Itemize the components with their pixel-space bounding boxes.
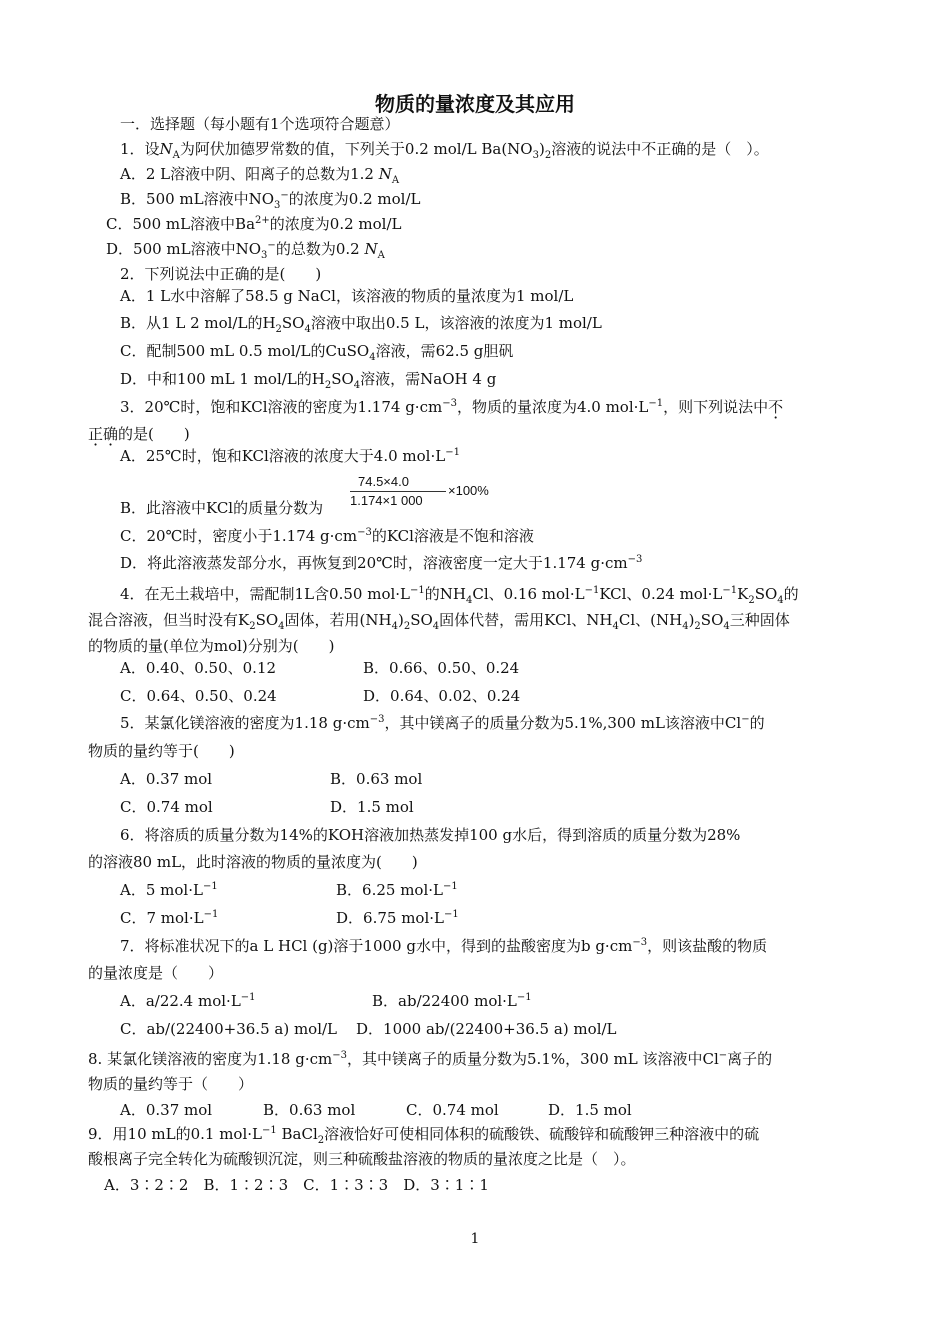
q3-stem-line2: 正确的是( ) [88, 425, 190, 443]
q8-option-c: C．0.74 mol [406, 1101, 499, 1119]
q3-option-a: A．25℃时，饱和KCl溶液的浓度大于4.0 $mol\cdot L^{-1}$ [120, 447, 460, 465]
q2-option-d: D．中和100 mL 1 mol/L的$H_2SO_4$溶液，需NaOH 4 g [120, 370, 497, 391]
q5-option-c: C．0.74 mol [120, 798, 213, 816]
q5-option-b: B．0.63 mol [330, 770, 423, 788]
q2-stem: 2．下列说法中正确的是( ) [120, 265, 322, 283]
q8-option-a: A．0.37 mol [120, 1101, 213, 1119]
q1-option-b: B．500 mL溶液中$NO_3^-$的浓度为0.2 mol/L [120, 190, 421, 211]
q6-option-c: C．7 $mol\cdot L^{-1}$ [120, 909, 219, 927]
q4-option-c: C．0.64、0.50、0.24 [120, 687, 277, 705]
q7-option-a: A．a/22.4 $mol\cdot L^{-1}$ [120, 992, 256, 1010]
q1-stem: 1．设$N_A$为阿伏加德罗常数的值，下列关于0.2 mol/L $Ba(NO_3)_2$溶液的说法中不正确的是（ ）。 [120, 140, 769, 161]
q4-option-a: A．0.40、0.50、0.12 [120, 659, 277, 677]
q4-stem-line2: 混合溶液，但当时没有$K_2SO_4$固体，若用$(NH_4)_2SO_4$固体代替，需用KCl、$NH_4Cl$、$(NH_4)_2SO_4$三种固体 [88, 611, 790, 632]
q7-stem-line2: 的量浓度是（ ） [88, 964, 224, 982]
q2-option-b: B．从1 L 2 mol/L的$H_2SO_4$溶液中取出0.5 L，该溶液的浓度为1 mol/L [120, 314, 602, 335]
q5-stem-line1: 5．某氯化镁溶液的密度为1.18 $g\cdot cm^{-3}$，其中镁离子的质量分数为5.1%,300 mL该溶液中Cl−的 [120, 714, 765, 732]
q4-stem-line3: 的物质的量(单位为mol)分别为( ) [88, 637, 335, 655]
q3-option-b-fraction [350, 474, 490, 514]
q6-stem-line1: 6．将溶质的质量分数为14%的KOH溶液加热蒸发掉100 g水后，得到溶质的质量分数为28% [120, 826, 741, 844]
q8-stem-line1: 8. 某氯化镁溶液的密度为1.18 $g\cdot cm^{-3}$，其中镁离子的质量分数为5.1%，300 mL 该溶液中Cl−离子的 [88, 1050, 773, 1068]
q4-stem-line1: 4．在无土栽培中，需配制1L含0.50 $mol\cdot L^{-1}$的$NH_4Cl$、0.16 $mol\cdot L^{-1}KCl$、0.24 $mol\cdot L^{-1}K_2SO_4$的 [120, 585, 799, 606]
q4-option-b: B．0.66、0.50、0.24 [363, 659, 520, 677]
q4-option-d: D．0.64、0.02、0.24 [363, 687, 521, 705]
q7-option-d: D．1000 ab/(22400+36.5 a) mol/L [356, 1020, 617, 1038]
fraction-numerator: 74.5×4.0 [358, 474, 409, 489]
q6-option-d: D．6.75 $mol\cdot L^{-1}$ [336, 909, 459, 927]
q7-option-c: C．ab/(22400+36.5 a) mol/L [120, 1020, 338, 1038]
section-heading: 一．选择题（每小题有1个选项符合题意） [120, 115, 400, 133]
q3-option-d: D．将此溶液蒸发部分水，再恢复到20℃时，溶液密度一定大于1.174 $g\cdot cm^{-3}$ [120, 554, 643, 572]
q1-option-d: D．500 mL溶液中$NO_3^-$的总数为0.2 $N_A$ [106, 240, 385, 261]
q5-stem-line2: 物质的量约等于( ) [88, 742, 235, 760]
q6-option-a: A．5 $mol\cdot L^{-1}$ [120, 881, 218, 899]
fraction-bar [350, 491, 446, 492]
q7-option-b: B．ab/22400 $mol\cdot L^{-1}$ [372, 992, 532, 1010]
fraction-denominator: 1.174×1 000 [350, 493, 423, 508]
q7-stem-line1: 7．将标准状况下的a L HCl (g)溶于1000 g水中，得到的盐酸密度为b $g\cdot cm^{-3}$，则该盐酸的物质 [120, 937, 768, 955]
q8-option-d: D．1.5 mol [548, 1101, 632, 1119]
q6-option-b: B．6.25 $mol\cdot L^{-1}$ [336, 881, 458, 899]
q3-stem-line1: 3．20℃时，饱和KCl溶液的密度为1.174 $g\cdot cm^{-3}$，物质的量浓度为4.0 $mol\cdot L^{-1}$，则下列说法中不 [120, 398, 784, 416]
q3-option-c: C．20℃时，密度小于1.174 $g\cdot cm^{-3}$的KCl溶液是不饱和溶液 [120, 527, 534, 545]
page-title: 物质的量浓度及其应用 [375, 92, 575, 116]
q6-stem-line2: 的溶液80 mL，此时溶液的物质的量浓度为( ) [88, 853, 418, 871]
q9-options: A．3∶2∶2 B．1∶2∶3 C．1∶3∶3 D．3∶1∶1 [104, 1176, 489, 1194]
q8-option-b: B．0.63 mol [263, 1101, 356, 1119]
fraction-percent: ×100% [448, 483, 489, 498]
q9-stem-line2: 酸根离子完全转化为硫酸钡沉淀，则三种硫酸盐溶液的物质的量浓度之比是（ ）。 [88, 1150, 636, 1168]
q9-stem-line1: 9．用10 mL的0.1 $mol\cdot L^{-1}$ BaCl$_2$溶液恰好可使相同体积的硫酸铁、硫酸锌和硫酸钾三种溶液中的硫 [88, 1125, 760, 1146]
q8-stem-line2: 物质的量约等于（ ） [88, 1075, 254, 1093]
q5-option-a: A．0.37 mol [120, 770, 213, 788]
q2-option-a: A．1 L水中溶解了58.5 g NaCl，该溶液的物质的量浓度为1 mol/L [120, 287, 574, 305]
q5-option-d: D．1.5 mol [330, 798, 414, 816]
q1-option-a: A．2 L溶液中阴、阳离子的总数为1.2 $N_A$ [120, 165, 400, 186]
q3-option-b: B．此溶液中KCl的质量分数为 [120, 499, 324, 517]
q2-option-c: C．配制500 mL 0.5 mol/L的CuSO$_4$溶液，需62.5 g胆矾 [120, 342, 514, 363]
q1-option-c: C．500 mL溶液中$Ba^{2+}$的浓度为0.2 mol/L [106, 215, 402, 233]
page-number: 1 [470, 1231, 480, 1247]
